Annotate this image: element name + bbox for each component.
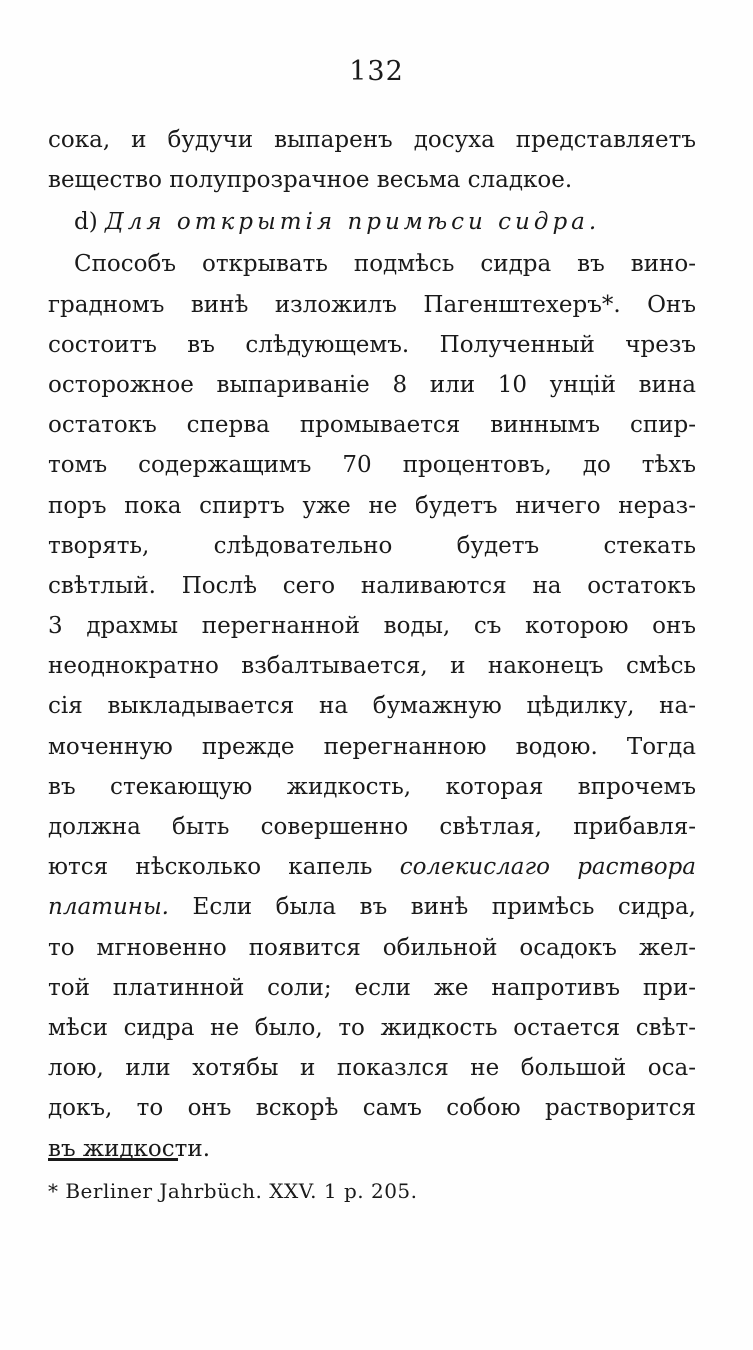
text-line: градномъ винѣ изложилъ Пагенштехеръ*. Онъ (48, 291, 696, 318)
section-heading-title: Для открытія примѣси сидра. (105, 209, 601, 236)
text-line (48, 847, 696, 887)
text-line: въ стекающую жидкость, которая впрочемъ (48, 773, 696, 800)
page-number: 132 (349, 56, 404, 87)
text-line: поръ пока спиртъ уже не будетъ ничего нераз- (48, 492, 696, 519)
text-span: ются нѣсколько капель (48, 854, 400, 881)
text-line: лою, или хотябы и показлся не большой оса- (48, 1055, 696, 1082)
footnote-rule (48, 1158, 178, 1161)
footnote: * Berliner Jahrbüch. XXV. 1 p. 205. (48, 1179, 418, 1203)
section-heading (48, 200, 696, 244)
italic-text-span: платины. (48, 894, 169, 921)
text-line: 3 драхмы перегнанной воды, съ которою онъ (48, 613, 696, 640)
text-line: мѣси сидра не было, то жидкость остается свѣт- (48, 1014, 696, 1041)
section-heading-letter: d) (74, 209, 98, 236)
text-line: докъ, то онъ вскорѣ самъ собою растворится (48, 1095, 696, 1122)
text-span: Если была въ винѣ примѣсь сидра, (169, 894, 696, 921)
text-line: остатокъ сперва промывается виннымъ спир- (48, 412, 696, 439)
text-line: неоднократно взбалтывается, и наконецъ смѣсь (48, 653, 696, 680)
italic-text-span: солекислаго раствора (399, 854, 696, 881)
text-line: моченную прежде перегнанною водою. Тогда (48, 733, 696, 760)
text-line: сока, и будучи выпаренъ досуха представляетъ (48, 127, 696, 153)
text-line: должна быть совершенно свѣтлая, прибавля- (48, 814, 696, 840)
text-line: томъ содержащимъ 70 процентовъ, до тѣхъ (48, 452, 696, 479)
text-line: свѣтлый. Послѣ сего наливаются на остатокъ (48, 572, 696, 599)
body-text (48, 120, 696, 1169)
text-line: Способъ открывать подмѣсь сидра въ вино- (74, 251, 696, 278)
text-line (48, 887, 696, 927)
text-line: творять, слѣдовательно будетъ стекать (48, 532, 696, 559)
text-line: состоитъ въ слѣдующемъ. Полученный чрезъ (48, 331, 696, 358)
text-line: сія выкладывается на бумажную цѣдилку, на- (48, 693, 696, 720)
text-line: осторожное выпариваніе 8 или 10 унцій вина (48, 371, 696, 398)
text-line: вещество полупрозрачное весьма сладкое. (48, 167, 573, 194)
text-line: той платинной соли; если же напротивъ при- (48, 974, 696, 1001)
text-line: то мгновенно появится обильной осадокъ жел- (48, 934, 696, 961)
text-line: въ жидкости. (48, 1135, 211, 1162)
